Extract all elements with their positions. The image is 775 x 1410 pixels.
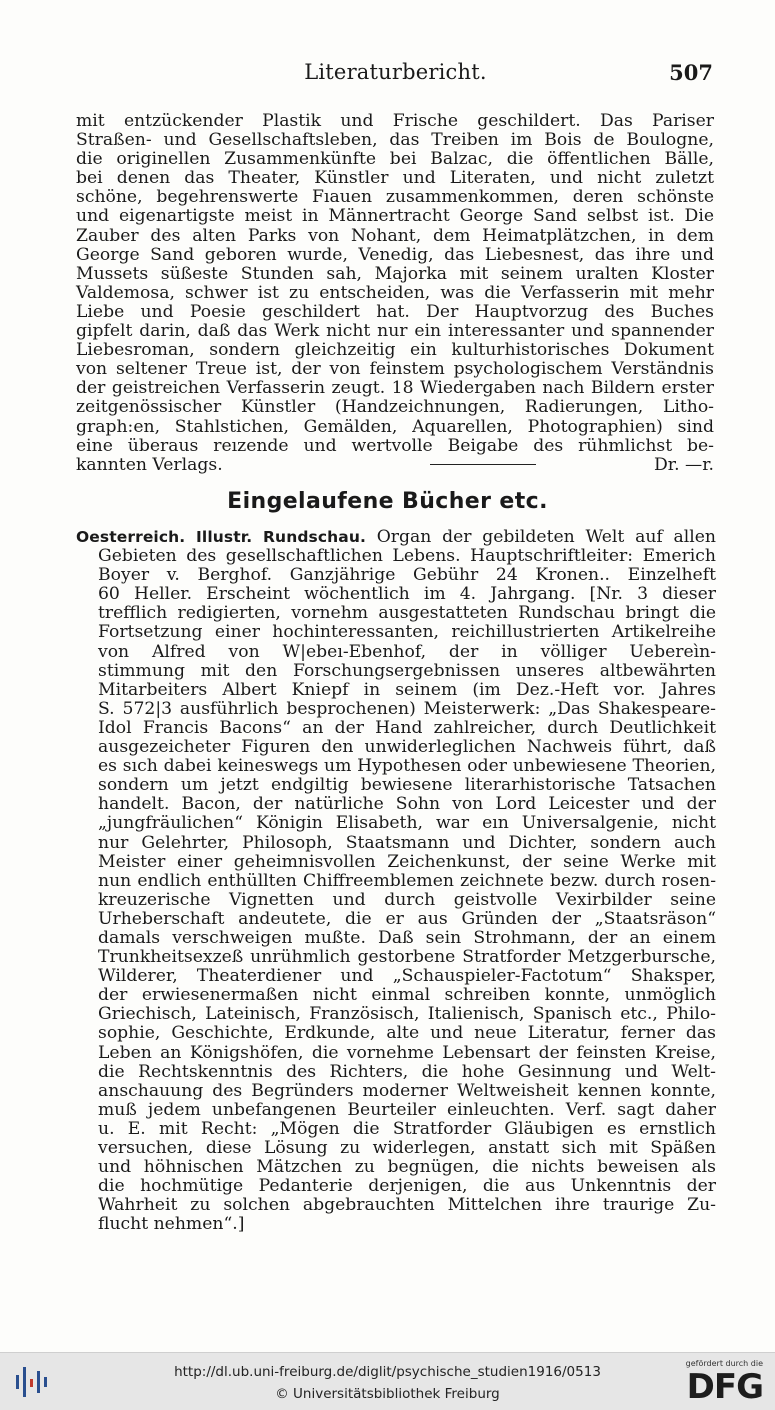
text-line: mit entzückender Plastik und Frische geschildert. Das Pariser xyxy=(76,111,714,131)
text-line: sophie, Geschichte, Erdkunde, alte und neue Literatur, ferner das xyxy=(98,1023,716,1044)
text-line: bei denen das Theater, Künstler und Literaten, und nicht zuletzt xyxy=(76,168,714,189)
text-line: Straßen- und Gesellschaftsleben, das Treiben im Bois de Boulogne, xyxy=(76,130,714,151)
book-entry xyxy=(76,528,716,1234)
text-line: Mitarbeiters Albert Kniepf in seinem (im Dez.-Heft vor. Jahres xyxy=(98,679,716,700)
text-line: Boyer v. Berghof. Ganzjährige Gebühr 24 Kronen.. Einzelheft xyxy=(98,565,716,586)
text-line: Urheberschaft andeutete, die er aus Gründen der „Staatsräson“ xyxy=(98,908,716,929)
text-line: Griechisch, Lateinisch, Französisch, Italienisch, Spanisch etc., Philo- xyxy=(98,1004,716,1025)
text-line: Zauber des alten Parks von Nohant, dem Heimatplätzchen, in dem xyxy=(76,225,714,246)
text-line: der geistreichen Verfasserin zeugt. 18 Wiedergaben nach Bildern erster xyxy=(76,378,714,399)
text-line: Liebe und Poesie geschildert hat. Der Hauptvorzug des Buches xyxy=(76,301,714,322)
text-line: die hochmütige Pedanterie derjenigen, die aus Unkenntnis der xyxy=(98,1176,716,1197)
reviewer-signature: Dr. —r. xyxy=(653,454,714,475)
text-line: und höhnischen Mätzchen zu begnügen, die nichts beweisen als xyxy=(98,1157,716,1178)
separator-rule xyxy=(430,464,536,465)
text-line: Mussets süßeste Stunden sah, Majorka mit seinem uralten Kloster xyxy=(76,263,714,284)
text-line: versuchen, diese Lösung zu widerlegen, anstatt sich mit Späßen xyxy=(98,1138,716,1158)
text-line: ausgezeicheter Figuren den unwiderleglichen Nachweis führt, daß xyxy=(98,737,716,758)
text-line: stimmung mit den Forschungsergebnissen unseres altbewährten xyxy=(98,660,716,681)
text-line: damals verschweigen mußte. Daß sein Strohmann, der an einem xyxy=(98,927,716,948)
text-line: George Sand geboren wurde, Venedig, das Liebesnest, das ihre und xyxy=(76,244,714,265)
entry-title: Oesterreich. Illustr. Rundschau. xyxy=(76,528,366,546)
text-line: u. E. mit Recht: „Mögen die Stratforder Gläubigen es ernstlich xyxy=(98,1118,716,1139)
text-line: zeitgenössischer Künstler (Handzeichnungen, Radierungen, Litho- xyxy=(76,397,714,418)
text-line: Fortsetzung einer hochinteressanten, reichillustrierten Artikelreihe xyxy=(98,622,716,643)
text-line: Wahrheit zu solchen abgebrauchten Mittelchen ihre traurige Zu- xyxy=(98,1195,716,1216)
entry-text: Organ der gebildeten Welt auf allen xyxy=(376,527,716,547)
text-line: von Alfred von W|ebeı-Ebenhof, der in völliger Uebereìn- xyxy=(98,641,716,662)
source-url-link[interactable]: http://dl.ub.uni-freiburg.de/diglit/psychische_studien1916/0513 xyxy=(174,1364,601,1380)
text-line: die Rechtskenntnis des Richters, die hohe Gesinnung und Welt- xyxy=(98,1061,716,1082)
text-line: Trunkheitsexzeß unrühmlich gestorbene Stratforder Metzgerbursche, xyxy=(98,947,716,968)
text-line: Gebieten des gesellschaftlichen Lebens. Hauptschriftleiter: Emerich xyxy=(98,546,716,567)
text-line: S. 572|3 ausführlich besprochenen) Meisterwerk: „Das Shakespeare- xyxy=(98,698,716,719)
text-line: Liebesroman, sondern gleichzeitig ein kulturhistorisches Dokument xyxy=(76,340,714,361)
copyright-text: © Universitätsbibliothek Freiburg xyxy=(275,1386,500,1402)
running-title: Literaturbericht. xyxy=(304,60,487,84)
text-line: Wilderer, Theaterdiener und „Schauspieler-Factotum“ Shaksper, xyxy=(98,966,716,987)
section-heading: Eingelaufene Bücher etc. xyxy=(227,489,548,514)
text-line: es sıch dabei keineswegs um Hypothesen oder unbewiesene Theorien, xyxy=(98,756,716,777)
text-line: sondern um jetzt endgiltig bewiesene literarhistorische Tatsachen xyxy=(98,775,716,796)
text-line: gipfelt darin, daß das Werk nicht nur ein interessanter und spannender xyxy=(76,321,714,342)
running-head xyxy=(78,60,713,88)
text-line: eine überaus reızende und wertvolle Beigabe des rühmlichst be- xyxy=(76,435,714,456)
text-line: kreuzerische Vignetten und durch geistvolle Vexirbilder seine xyxy=(98,889,716,910)
dfg-logo-text: DFG xyxy=(686,1367,763,1407)
closing-line xyxy=(76,456,714,475)
text-line: Leben an Königshöfen, die vornehme Lebensart der feinsten Kreise, xyxy=(98,1042,716,1063)
text-line: anschauung des Begründers moderner Weltweisheit kennen konnte, xyxy=(98,1080,716,1101)
text-line: der erwiesenermaßen nicht einmal schreiben konnte, unmöglich xyxy=(98,985,716,1006)
text-line: kannten Verlags. xyxy=(76,454,223,475)
text-line: Meister einer geheimnisvollen Zeichenkunst, der seine Werke mit xyxy=(98,851,716,872)
text-line: flucht nehmen“.] xyxy=(98,1214,245,1235)
text-line: graph:en, Stahlstichen, Gemälden, Aquarellen, Photographien) sind xyxy=(76,416,714,437)
review-paragraph xyxy=(76,112,714,475)
text-line: nur Gelehrter, Philosoph, Staatsmann und Dichter, sondern auch xyxy=(98,832,716,853)
text-line: von seltener Treue ist, der von feinstem psychologischem Verständnis xyxy=(76,359,714,380)
text-line: handelt. Bacon, der natürliche Sohn von Lord Leicester und der xyxy=(98,794,716,815)
text-line: die originellen Zusammenkünfte bei Balzac, die öffentlichen Bälle, xyxy=(76,149,714,170)
entry-first-line xyxy=(76,528,716,547)
footer-bar xyxy=(0,1352,775,1410)
text-line: trefflich redigierten, vornehm ausgestatteten Rundschau bringt die xyxy=(98,603,716,624)
text-line: „jungfräulichen“ Königin Elisabeth, war eın Universalgenie, nicht xyxy=(98,813,716,834)
text-line: muß jedem unbefangenen Beurteiler einleuchten. Verf. sagt daher xyxy=(98,1099,716,1120)
text-line: schöne, begehrenswerte Fıauen zusammenkommen, deren schönste xyxy=(76,187,714,208)
text-line: Idol Francis Bacons“ an der Hand zahlreicher, durch Deutlichkeit xyxy=(98,717,716,738)
page-number: 507 xyxy=(669,60,713,85)
text-line: nun endlich enthüllten Chiffreemblemen zeichnete bezw. durch rosen- xyxy=(98,870,716,891)
text-line: 60 Heller. Erscheint wöchentlich im 4. Jahrgang. [Nr. 3 dieser xyxy=(98,584,716,605)
text-line: und eigenartigste meist in Männertracht George Sand selbst ist. Die xyxy=(76,206,714,227)
text-line: Valdemosa, schwer ist zu entscheiden, was die Verfasserin mit mehr xyxy=(76,282,714,303)
dfg-logo xyxy=(673,1359,763,1407)
funder-caption: gefördert durch die xyxy=(685,1359,763,1368)
